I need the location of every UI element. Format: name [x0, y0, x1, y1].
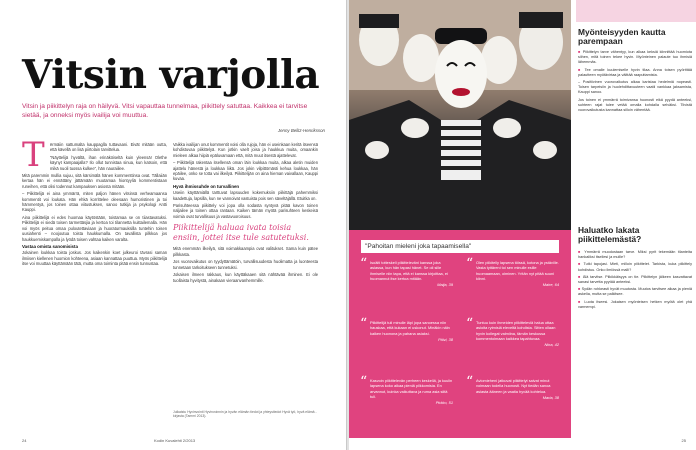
reader-quote [466, 374, 559, 400]
paragraph: Useiin käyttämiällä tarttuvat lapsuuden kokemuksiin piikittäjä pahemmiksi kaadettuja, lapsilla, kun ne vannoivat vastuista pois sen säveltäjällä. Etuitka on. [173, 190, 318, 201]
left-page [0, 0, 347, 450]
page-number-right: 25 [681, 438, 686, 443]
drop-cap: T [22, 135, 45, 175]
quote-signature: Maria, 38 [542, 394, 559, 400]
bullet-icon: ■ [578, 250, 585, 254]
quote-signature: Maija, 39 [437, 282, 453, 288]
quote-mark-icon: “ [360, 256, 368, 272]
quote-text: Kasvoin piikittelevän perheen keskellä, ja kuulin lapsena koko aikaa pieniä pilkkomisia. En arvannut, kuinka vaikuttava ja ruma asia siitä tuli. [370, 378, 453, 399]
sidebar-heading-1: Myönteisyyden kautta parempaan [578, 27, 666, 47]
mime-glove [365, 141, 389, 159]
sidebar-bullet [578, 68, 692, 78]
quote-text: Aviomieheni jatkuvat piikittelyt saivat minut voimaan todella huonosti. Nyt tiedän sanoa asiasta ääneen ja vaatia hyvää kohtelua. [476, 378, 551, 394]
body-column-1 [22, 142, 167, 427]
sidebar-text-1 [578, 50, 692, 190]
sidebar-text-2 [578, 250, 692, 430]
sidebar-heading-2: Haluatko lakata piikittelemästä? [578, 225, 642, 245]
bullet-text: Luota itseesi. Jokaisen myönteisen hetken myötä olet yhä varmempi. [578, 299, 692, 309]
bullet-text: Älä tarvitse. Piikikkäisyys on tie. Piikittelyn jälkeen kasvattavat sanasi tarvetta pyytää anteeksi. [578, 274, 692, 285]
page-number-left: 24 [22, 438, 27, 443]
paragraph: Jokainen loukkaa toista joskus. Jos kaikenkin koet julkeuroi tävrasi saman ilmiisen kiellenen huomion kohteena, asiaan kannattaa puuttua. Myös piikittelijä itse voi muuttaa käyttämään tätä, mutta oma toiminta pitää ensin tunnustaa. [22, 250, 167, 267]
shirt-stripe [441, 166, 481, 170]
bullet-text: Ymmärrä muodostaan tarve. Miksi pyrit tekemään tilanteita hankaliksi itsellesi ja muille? [578, 250, 692, 260]
paragraph: Aina piikittelijä ei edes huomaa käytöstään, toistamaa se on tiiastavatuksi. Piikittelijä ei siedä toisen tarmettäsjia ja kertoa toi tilannetta kuittailemalla. Hän voi myös peitua omaa puloutettaviaan ja huoraturmauksilla tuntehin toisen uusiahenti – noojoutua toista haukkumalla. On tavallista pilkkoa jos haukkuemiskampalla ja lyödä toisen vahtaa kaiken varalta. [22, 214, 167, 242]
subheading: Hyvä ihmissuhde on turvallinen [173, 183, 240, 189]
quote-signature: Päivi, 38 [438, 336, 453, 342]
mime-photo [349, 0, 571, 230]
quote-mark-icon: “ [466, 256, 474, 272]
quotes-heading: "Pahoitan mieleni joka tapaamisella" [361, 240, 559, 253]
bullet-icon: ■ [578, 67, 585, 72]
reader-quote [466, 316, 559, 348]
quote-signature: Nina, 42 [544, 342, 559, 348]
central-mime-face [435, 40, 487, 108]
mime-face [403, 34, 439, 82]
paragraph: Parisuhteessa piikittely voi jopa olla sodasta syntyvä pitää kavon toinen naljailee ja toinen ottaa rantaan. Kaiken tämän myötä parisuhteen keskeisä voimia ovat turvallisuus ja vastavuoroisuus. [173, 203, 318, 219]
bullet-icon: ■ [578, 274, 583, 279]
paragraph: – Positiivinen vuorovaikutus alkaa karistaa hedelmiä nopeasti. Toisen tarpeisiin ja huolehdittavuuteen vaatii vankkaa jaksamista, Kauppi sanoo. [578, 80, 692, 95]
bullet-text: Tutki tapojasi. Mieti, milloin piikittelet. Tarkista, kuka piikittely kohdistuu. Onko ilmiössä malli? [578, 262, 692, 272]
sidebar-bullet [578, 262, 692, 272]
paragraph: ёrmäiin sattumalta kauppaglla tuttavaani. Eivät mitään outta, että kävellä on lisä piirtolain tarvittelua. [50, 142, 167, 153]
sidebar-bullet [578, 50, 692, 66]
shirt-stripe [441, 126, 481, 130]
shirt-stripe [441, 146, 481, 150]
quote-text: Isoäiti totteskeli piikitteleväni kanssa joka asiassa, kun hän tapasi hänet. Se oli sille ihmiselle niin tapa, että ei kanssa kirjoittaa, ei huomannut itse kertoa mitään. [370, 260, 448, 281]
reader-quote [360, 374, 453, 406]
mime-glove [401, 118, 429, 138]
quote-mark-icon: “ [360, 374, 368, 390]
subheading: Vastaa omista sanomisista [22, 243, 78, 249]
bullet-icon: ■ [578, 299, 585, 304]
paragraph: Vaikka ivailijan onut kommentit voisi olla rujoja, hän ei useinkaan keritä itseensä kohdistuvaa piikittelyä. Kun jotkin vaelt joisa ja haukkua muita, omaankin mieleen alkaa hiipiä epäluvamaan että, mitä muut itsestä ajattelevat. [173, 142, 318, 158]
mime-glove [533, 141, 557, 159]
reader-quote [360, 256, 453, 288]
sidebar-bullet [578, 300, 692, 310]
quote-text: Tuntuu kuin ihmeiden piikitteleviä halua ottaa asioita rytmisiä eleveltä kohdista. Sitten ollaan hyvin kollegat valmiina, tämän keskussa kommentoimaan kaikkea tapahtuvaa. [476, 320, 556, 341]
mime-hair [359, 14, 399, 28]
quote-signature: Maire, 64 [542, 282, 559, 288]
sidebar-bullet [578, 250, 692, 260]
magazine-footer: Kodin Kuvalehti 2/2013 [154, 438, 196, 443]
reader-quote [466, 256, 559, 288]
mime-hair [519, 12, 563, 28]
shirt-stripe [441, 136, 481, 140]
paragraph: – Piikittelijä ei aina ymmärrä, miten paljon hänen vitsinsä verheamaansa kommentit voi loukata. Hän ehkä korrittelee oleesaan humoristinen ja toi hämmentyä, jos toinen ottaa viitustuksen, sanoo tutkija ja psykologi Antti Kauppi. [22, 191, 167, 213]
quote-mark-icon: “ [360, 316, 368, 332]
reader-quote [360, 316, 453, 342]
sidebar-bullet [578, 287, 692, 297]
bullet-icon: ■ [578, 50, 583, 54]
paragraph: Jos vuorovaikutus on tyydyttämätöin, turvallisuudesta huolimatta ja luonteesta tunnetaan tarkoitukseen tunnetuksi. [173, 259, 318, 270]
pull-quote: Piikittelijä haluaa ivata toisia ensiin, jottei itse tule satutetuksi. [173, 223, 309, 242]
tips-sidebar [576, 0, 696, 450]
quotes-panel [349, 230, 571, 438]
sidebar-top-band [576, 0, 696, 22]
quote-signature: Pirkko, 51 [435, 400, 453, 406]
mime-illustration [349, 0, 571, 230]
paragraph: Jokaisen ilmeen rakkaus, kun käyttäkaaen sitä nähtävää ihminen. Ei ole tuollaista hyvitystä, ainakaan vieraanvanhemmille. [173, 272, 318, 283]
bullet-text: Sydän rohkeasti hyvät muutosta. Muutos tarvitsee aikaa ja pieniä askelia, mutta se palkitsee. [578, 287, 692, 297]
article-title: Vitsin varjolla [22, 52, 320, 98]
body-column-2 [173, 142, 318, 427]
bullet-text: Piikittelyn tarve vähentyy, kun alkaa keksiä kiinnittää huomiota siihen, mitä toinen tekee hyvin. Myönteinen palaute tuo ihmisiä lähemmäs. [578, 50, 692, 65]
paragraph: – Piikittelijä rakentaa itsellensä oman läin loukkaa muita, alkaa aletin muiden ajattelu hänestä ja loukkaa liikä. Jos jokin vilpittömästi kehua loukkaa, hän epäilee, onko se totta vai ilkeilyä. Piikittelijän on aina hieman vaivallaan, Kauppi kuvaa. [173, 160, 318, 182]
source-caption: Julkaistu Hyvinvointi Hyvinvoinnin ja hyvän elämän tiedot ja yhteystiedot Hyvä työ, hyvä elämä -kirjasta (Tammi 2013). [173, 410, 317, 419]
mime-mouth [452, 88, 470, 96]
quote-mark-icon: “ [466, 374, 474, 390]
quote-mark-icon: “ [466, 316, 474, 332]
bullet-icon: ■ [578, 287, 582, 292]
shirt-stripe [441, 156, 481, 160]
paragraph: “Näyttelijä hyvältä, ihan erinäköiseltä kuin yleensä! Olethe käynyt kampaajalla? Ilo ollut tunnistaa sinua, kun katsoin, että mikä nuoli tuossa kulkee”, hän nauraiilee. [50, 154, 167, 171]
sidebar-bullet [578, 275, 692, 285]
article-lead: Vitsin ja piikittelyn raja on häilyvä. Vitsi vapauttaa tunnelmaa, piikittely satuttaa. Kaikkea ei tarvitse sietää, ja onneksi myös ivailija voi muuttua. [22, 103, 308, 119]
paragraph: Jos toinen ei ymmärrä toimivansa huonosti eikä pyydä anteeksi, suhteen rajat tulee vetää omalla kohdalla selväksi. Tiivistä vuorovaikutusta kannattaa silloin vähentää. [578, 97, 692, 113]
quote-text: Piikittelijä tuli minulle läpi jopa sanoessa niin hauskaa, että kukaan ei uskonut. Minäkin näin kaiken huonona ja pahana asiaksi. [370, 320, 450, 336]
paragraph: Mitä enemmän ilkeilyä, sitä voimakkaampia ovat valitukset. Sama kuin pätee pilkkasta. [173, 246, 318, 257]
bullet-text: Tee omalle kuulemiselle hyvin tilaa. Anna toisen pyörittää palautteen myötävirtaa ja välttää raaputtamista. [578, 67, 692, 77]
mime-glove [493, 118, 521, 138]
quote-text: Olen piikitelly lapsena töissä, kotona ja ystäville. Vasta tyttäreni toi sen minulle esille huomaamaan, oiminen. Yritän nyt pitää suuni kiinni. [476, 260, 559, 281]
byline: Jenny Belitz-Henriksson [277, 128, 325, 133]
paragraph: Mitä paremmin mullia sujuu, sitä kärsimälä hänen kommenttinsa ovat. Tällaiiän kertaa hän ei ennättäny jättämään muutamaa hiontyyliä kommentistaan runeihen, että olisi todennut kampauksen asiosta mitään. [22, 173, 167, 189]
right-page [349, 0, 696, 450]
bullet-icon: ■ [578, 262, 584, 267]
